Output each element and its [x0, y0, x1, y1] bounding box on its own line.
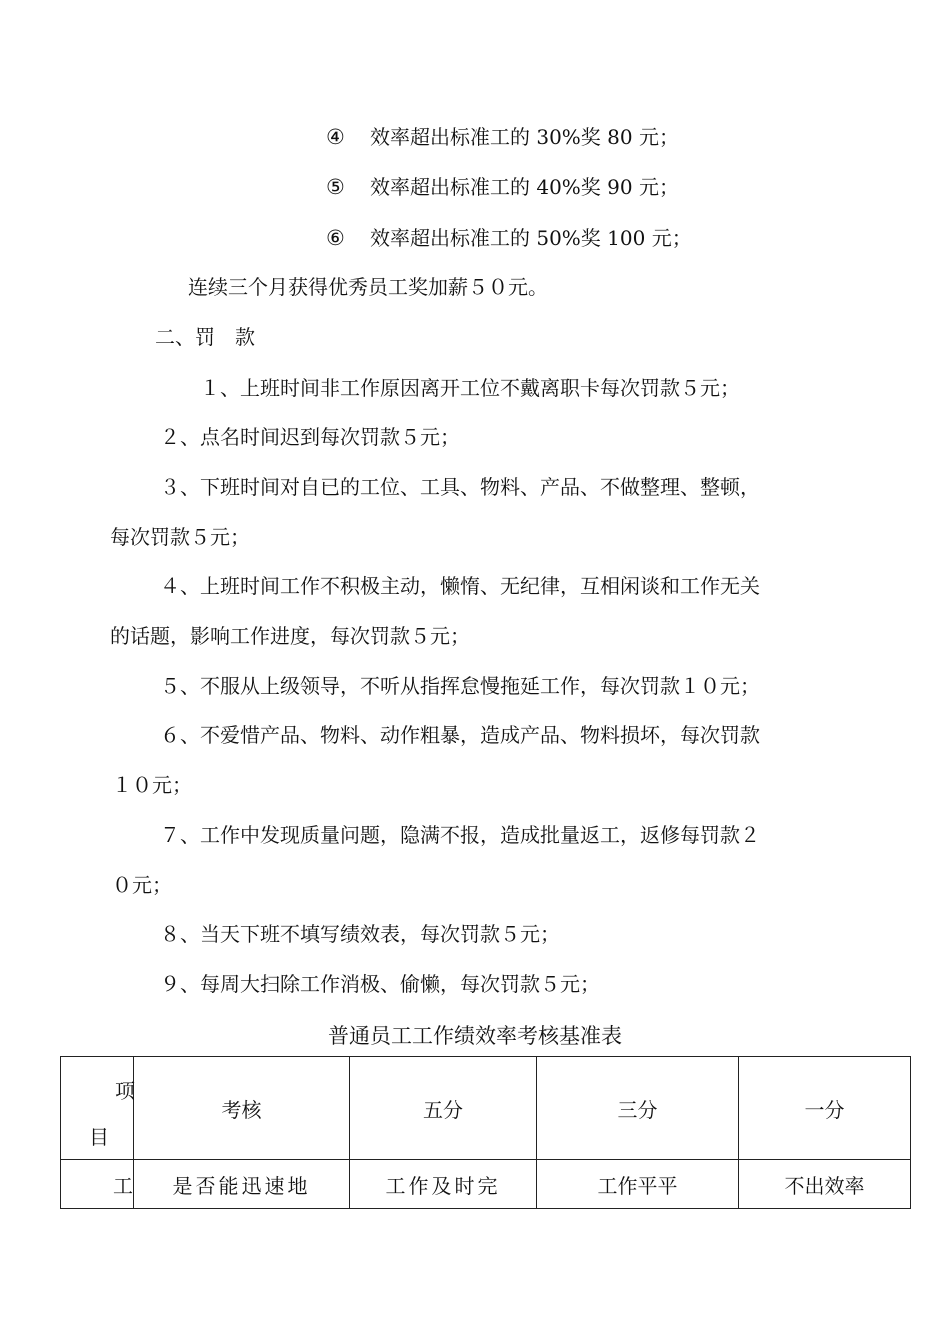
table-row — [61, 1160, 911, 1209]
header-item-bottom: 目 — [89, 1125, 109, 1149]
header-cell-three: 三分 — [537, 1057, 739, 1160]
reward-item-text: 效率超出标准工的 40%奖 90 元； — [370, 175, 679, 199]
reward-item-6 — [326, 225, 692, 251]
penalty-1: １、上班时间非工作原因离开工位不戴离职卡每次罚款５元； — [200, 376, 740, 400]
penalty-6-line2: １０元； — [112, 773, 192, 797]
penalty-7-line1: ７、工作中发现质量问题，隐满不报，造成批量返工，返修每罚款２ — [160, 823, 760, 847]
table-title: 普通员工工作绩效率考核基准表 — [328, 1024, 622, 1048]
penalty-3-line1: ３、下班时间对自已的工位、工具、物料、产品、不做整理、整顿， — [160, 475, 760, 499]
reward-item-text: 效率超出标准工的 30%奖 80 元； — [370, 125, 679, 149]
penalty-8: ８、当天下班不填写绩效表，每次罚款５元； — [160, 922, 560, 946]
penalty-7-line2: ０元； — [112, 873, 172, 897]
header-cell-five: 五分 — [350, 1057, 537, 1160]
row-cell-assess: 是否能迅速地 — [134, 1160, 350, 1209]
circled-number: ⑤ — [326, 175, 345, 199]
penalty-3-line2: 每次罚款５元； — [110, 525, 250, 549]
header-cell-item — [61, 1057, 134, 1160]
bonus-line: 连续三个月获得优秀员工奖加薪５０元。 — [188, 275, 548, 299]
table-header-row — [61, 1057, 911, 1160]
assessment-table — [60, 1056, 911, 1209]
reward-item-4 — [326, 124, 679, 150]
circled-number: ④ — [326, 125, 345, 149]
circled-number: ⑥ — [326, 226, 345, 250]
header-cell-one: 一分 — [739, 1057, 911, 1160]
penalty-4-line1: ４、上班时间工作不积极主动，懒惰、无纪律，互相闲谈和工作无关 — [160, 574, 760, 598]
penalty-2: ２、点名时间迟到每次罚款５元； — [160, 425, 460, 449]
row-cell-one: 不出效率 — [739, 1160, 911, 1209]
section-heading: 二、罚 款 — [155, 325, 255, 349]
row-cell-item: 工 — [61, 1160, 134, 1209]
penalty-5: ５、不服从上级领导，不听从指挥怠慢拖延工作，每次罚款１０元； — [160, 674, 760, 698]
penalty-4-line2: 的话题，影响工作进度，每次罚款５元； — [110, 624, 470, 648]
row-cell-five: 工作及时完 — [350, 1160, 537, 1209]
reward-item-text: 效率超出标准工的 50%奖 100 元； — [370, 226, 692, 250]
header-item-top: 项 — [115, 1079, 135, 1103]
penalty-6-line1: ６、不爱惜产品、物料、动作粗暴，造成产品、物料损坏，每次罚款 — [160, 723, 760, 747]
row-cell-three: 工作平平 — [537, 1160, 739, 1209]
reward-item-5 — [326, 174, 679, 200]
penalty-9: ９、每周大扫除工作消极、偷懒，每次罚款５元； — [160, 972, 600, 996]
header-cell-assess: 考核 — [134, 1057, 350, 1160]
